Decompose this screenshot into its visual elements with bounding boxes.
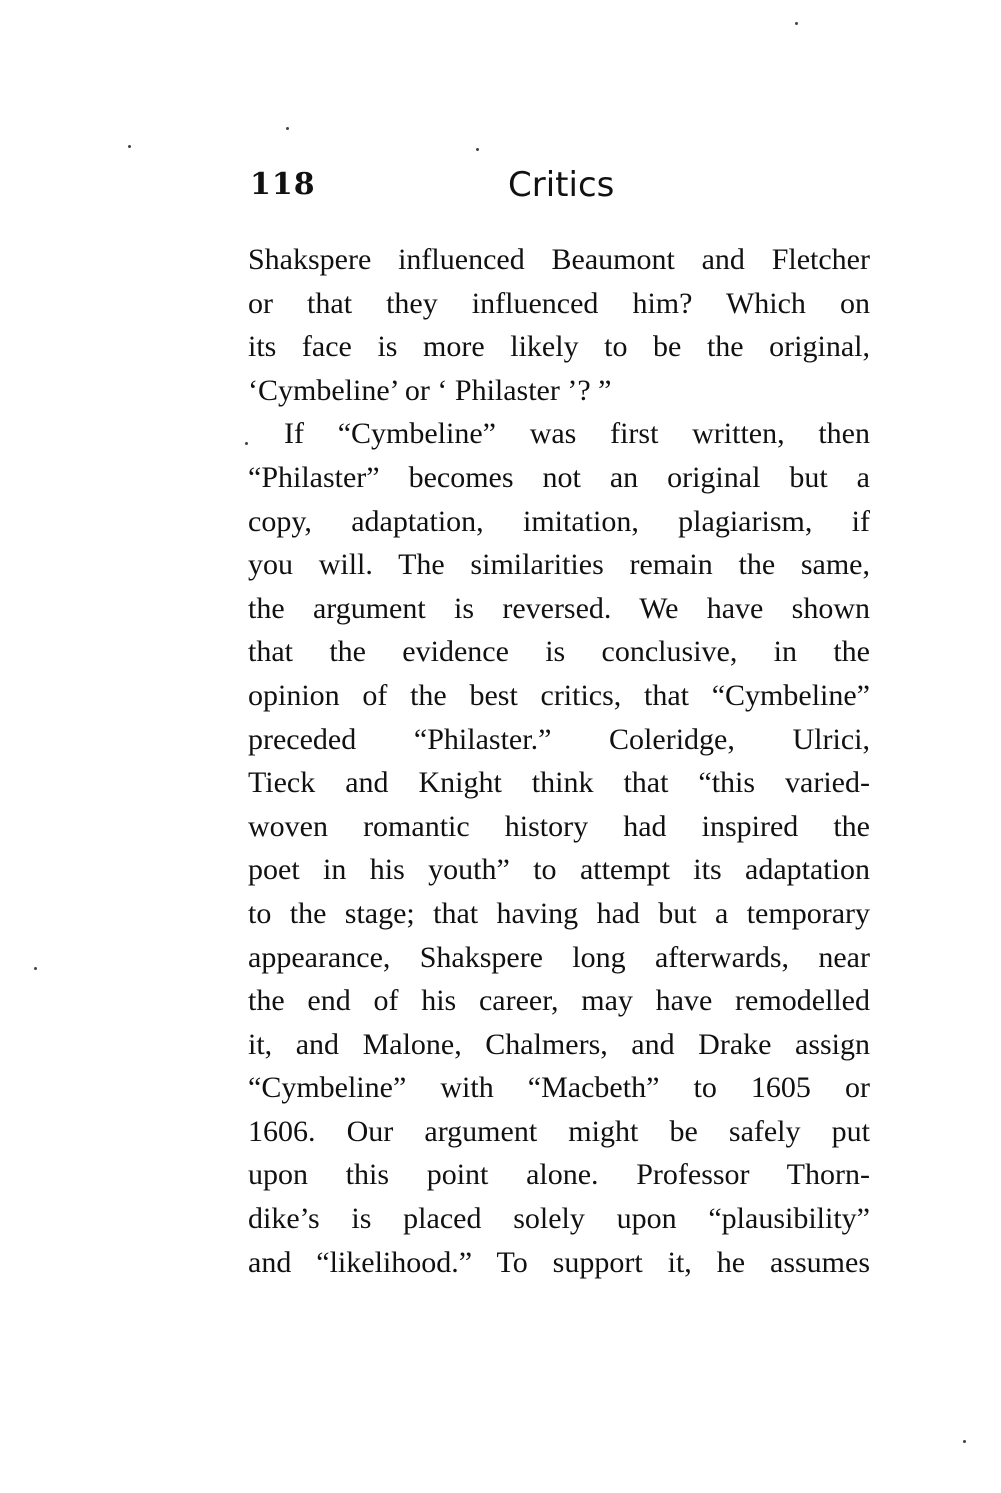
text-line: Shakspere influenced Beaumont and Fletcher xyxy=(248,243,870,276)
scan-speck xyxy=(245,442,248,445)
text-line: woven romantic history had inspired the xyxy=(248,809,870,843)
scan-speck xyxy=(963,1440,966,1443)
text-line: the argument is reversed. We have shown xyxy=(248,591,870,625)
text-line: its face is more likely to be the original, xyxy=(248,330,870,364)
text-line: and “likelihood.” To support it, he assumes xyxy=(248,1245,870,1279)
text-line: upon this point alone. Professor Thorn- xyxy=(248,1158,870,1192)
text-line: ‘Cymbeline’ or ‘ Philaster ’? ” xyxy=(248,373,612,407)
scan-speck xyxy=(286,127,289,130)
text-line: appearance, Shakspere long afterwards, near xyxy=(248,940,870,974)
text-line: 1606. Our argument might be safely put xyxy=(248,1114,870,1148)
text-line: “Philaster” becomes not an original but a xyxy=(248,460,870,494)
text-line: to the stage; that having had but a temporary xyxy=(248,896,870,930)
text-line: the end of his career, may have remodelled xyxy=(248,984,870,1018)
page-number: 118 xyxy=(250,167,316,202)
text-line: preceded “Philaster.” Coleridge, Ulrici, xyxy=(248,722,870,756)
text-line: opinion of the best critics, that “Cymbeline” xyxy=(248,678,870,712)
page-header xyxy=(250,160,870,210)
text-line: it, and Malone, Chalmers, and Drake assign xyxy=(248,1027,870,1061)
running-title: Critics xyxy=(508,165,615,205)
text-line: If “Cymbeline” was first written, then xyxy=(284,417,870,451)
scan-speck xyxy=(795,22,798,25)
text-line: or that they influenced him? Which on xyxy=(248,286,870,320)
text-line: poet in his youth” to attempt its adaptation xyxy=(248,853,870,887)
scan-speck xyxy=(476,148,479,151)
scan-speck xyxy=(128,145,131,148)
scan-speck xyxy=(34,967,37,970)
text-line: you will. The similarities remain the same, xyxy=(248,548,870,582)
text-line: “Cymbeline” with “Macbeth” to 1605 or xyxy=(248,1071,870,1105)
text-line: copy, adaptation, imitation, plagiarism, if xyxy=(248,504,870,538)
text-line: dike’s is placed solely upon “plausibility” xyxy=(248,1202,870,1236)
body-text xyxy=(248,238,870,1284)
text-line: Tieck and Knight think that “this varied- xyxy=(248,766,870,800)
text-line: that the evidence is conclusive, in the xyxy=(248,635,870,669)
